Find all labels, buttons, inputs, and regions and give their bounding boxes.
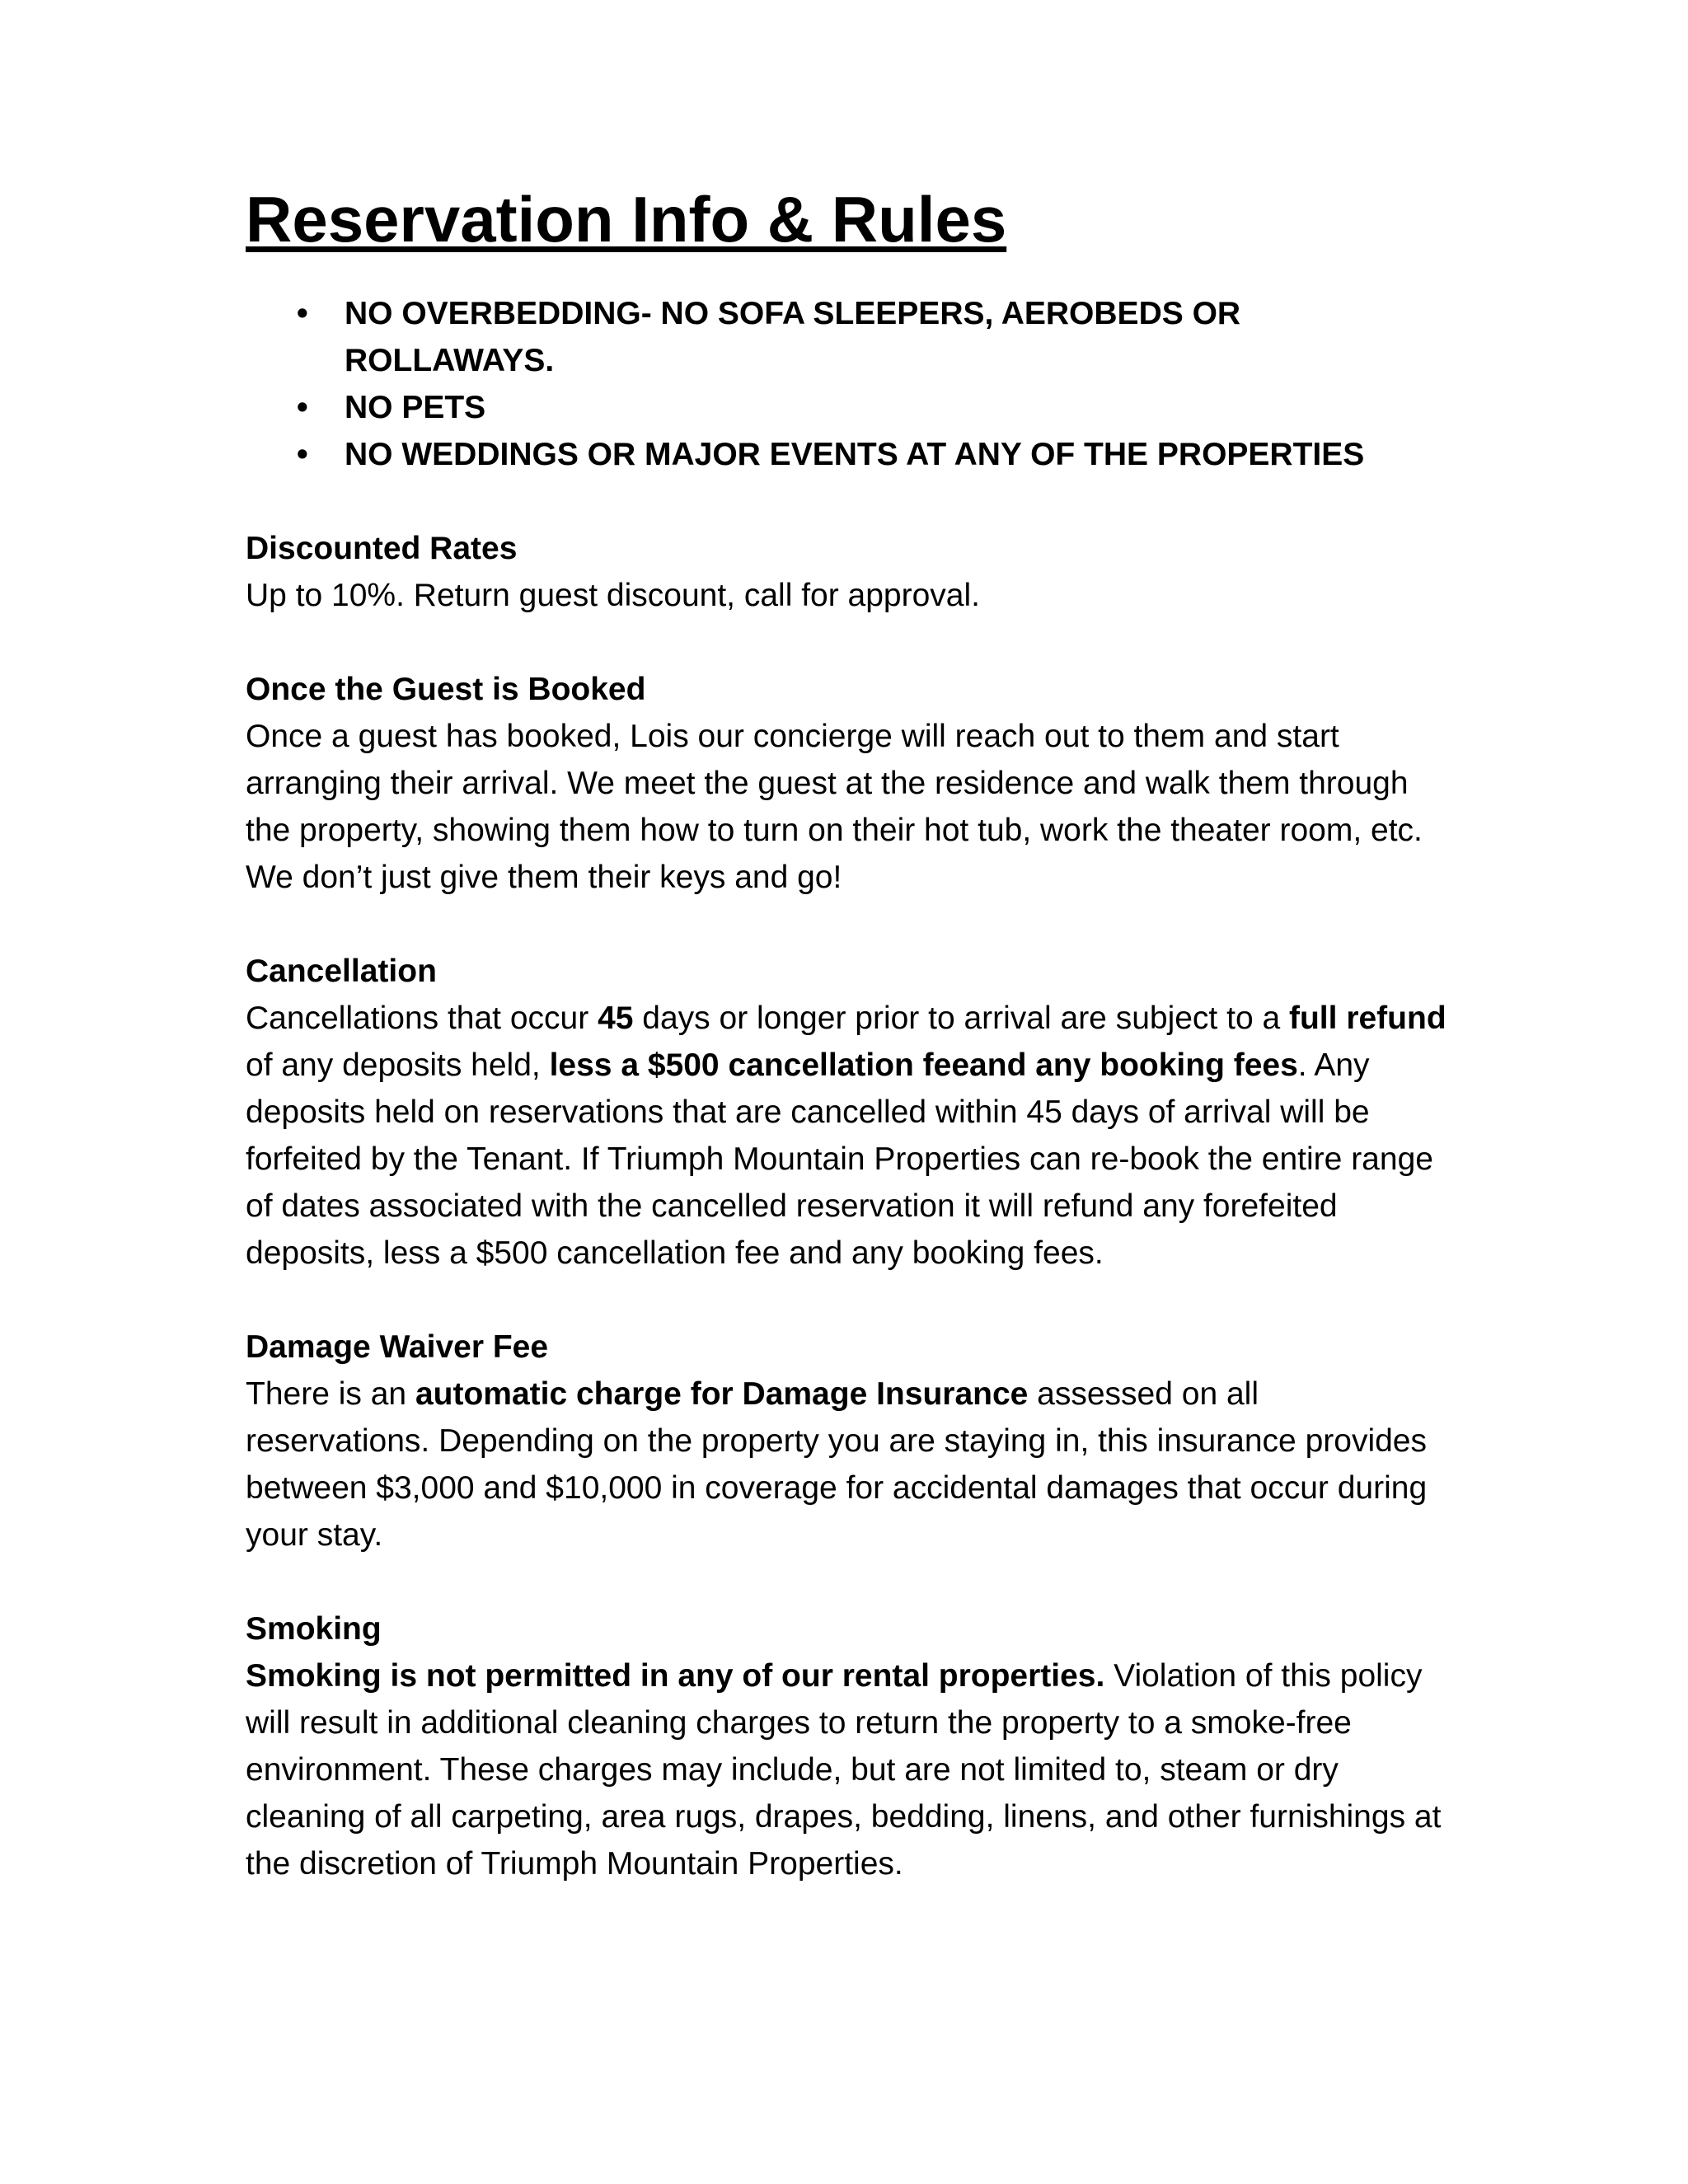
cancellation-text: of any deposits held, bbox=[246, 1047, 550, 1083]
document-title: Reservation Info & Rules bbox=[246, 183, 1007, 255]
once-booked-heading: Once the Guest is Booked bbox=[246, 672, 646, 707]
cancellation-bold: less a $500 cancellation feeand any booking fees bbox=[549, 1047, 1298, 1083]
damage-waiver-text: There is an bbox=[246, 1376, 415, 1412]
discounted-rates-heading: Discounted Rates bbox=[246, 531, 518, 566]
rule-text: NO WEDDINGS OR MAJOR EVENTS AT ANY OF THE PROPERTIES bbox=[345, 437, 1365, 472]
bullet-icon: • bbox=[297, 296, 308, 331]
smoking-heading: Smoking bbox=[246, 1611, 382, 1647]
damage-waiver-heading: Damage Waiver Fee bbox=[246, 1329, 549, 1365]
once-booked-body: Once a guest has booked, Lois our concierge will reach out to them and start arranging their arrival. We meet the guest at the residence and walk them through the property, showing them how to turn on their hot tub, work the theater room, etc. We don’t just give them their keys and go! bbox=[246, 719, 1423, 895]
rules-list bbox=[246, 290, 1449, 478]
cancellation-section bbox=[246, 948, 1449, 1277]
once-booked-section bbox=[246, 666, 1449, 901]
rule-item bbox=[246, 384, 1449, 431]
smoking-body bbox=[246, 1652, 1449, 1887]
cancellation-text: . Any deposits held on reservations that are cancelled within 45 days of arrival will be forfeited by the Tenant. If Triumph Mountain Properties can re-book the entire range of dates associated with the cancelled reservation it will refund any forefeited deposits, less a $500 cancellation fee and any booking fees. bbox=[246, 1047, 1433, 1271]
discounted-rates-body: Up to 10%. Return guest discount, call for approval. bbox=[246, 578, 980, 613]
document-content bbox=[246, 183, 1449, 1887]
smoking-section bbox=[246, 1605, 1449, 1887]
damage-waiver-section bbox=[246, 1324, 1449, 1558]
discounted-rates-section bbox=[246, 525, 1449, 619]
rule-text: NO OVERBEDDING- NO SOFA SLEEPERS, AEROBEDS OR ROLLAWAYS. bbox=[345, 296, 1241, 378]
smoking-text: Violation of this policy will result in additional cleaning charges to return the property to a smoke-free environment. These charges may include, but are not limited to, steam or dry cleaning of all carpeting, area rugs, drapes, bedding, linens, and other furnishings at the discretion of Triumph Mountain Properties. bbox=[246, 1658, 1442, 1882]
damage-waiver-body bbox=[246, 1371, 1449, 1558]
cancellation-body bbox=[246, 995, 1449, 1277]
smoking-bold: Smoking is not permitted in any of our rental properties. bbox=[246, 1658, 1105, 1694]
bullet-icon: • bbox=[297, 437, 308, 472]
rule-item bbox=[246, 290, 1449, 384]
cancellation-bold: 45 bbox=[598, 1001, 634, 1036]
rule-item bbox=[246, 431, 1449, 478]
damage-waiver-text: assessed on all reservations. Depending on the property you are staying in, this insurance provides between $3,000 and $10,000 in coverage for accidental damages that occur during your stay. bbox=[246, 1376, 1428, 1553]
cancellation-text: days or longer prior to arrival are subject to a bbox=[633, 1001, 1289, 1036]
damage-waiver-bold: automatic charge for Damage Insurance bbox=[415, 1376, 1029, 1412]
bullet-icon: • bbox=[297, 390, 308, 425]
cancellation-heading: Cancellation bbox=[246, 954, 437, 989]
rule-text: NO PETS bbox=[345, 390, 486, 425]
cancellation-bold: full refund bbox=[1289, 1001, 1447, 1036]
cancellation-text: Cancellations that occur bbox=[246, 1001, 598, 1036]
